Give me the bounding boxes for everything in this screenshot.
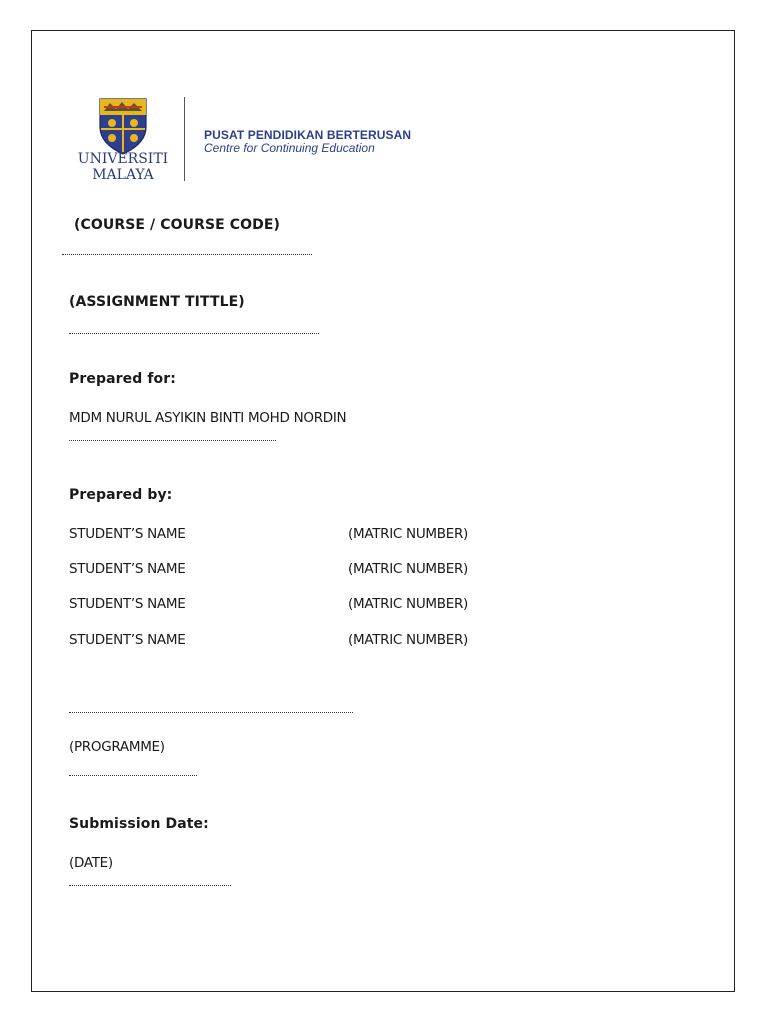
programme-underline bbox=[69, 775, 197, 776]
submission-heading: Submission Date: bbox=[69, 816, 209, 832]
lecturer-underline bbox=[69, 440, 276, 441]
date-underline bbox=[69, 885, 231, 886]
university-name-line1: UNIVERSITI bbox=[77, 151, 169, 167]
university-name-line2: MALAYA bbox=[92, 167, 154, 183]
student-name: STUDENT’S NAME bbox=[69, 526, 186, 542]
prepared-for-heading: Prepared for: bbox=[69, 371, 176, 387]
course-label: (COURSE / COURSE CODE) bbox=[74, 217, 281, 233]
university-crest-icon bbox=[98, 97, 148, 155]
university-name bbox=[68, 151, 178, 183]
centre-name: PUSAT PENDIDIKAN BERTERUSAN bbox=[204, 128, 412, 142]
student-matric: (MATRIC NUMBER) bbox=[348, 596, 468, 612]
assignment-underline bbox=[69, 333, 319, 334]
course-underline bbox=[62, 254, 312, 255]
date-label: (DATE) bbox=[69, 855, 113, 871]
prepared-by-heading: Prepared by: bbox=[69, 487, 173, 503]
logo-divider bbox=[184, 97, 185, 181]
centre-subtitle: Centre for Continuing Education bbox=[204, 141, 375, 155]
programme-label: (PROGRAMME) bbox=[69, 739, 165, 755]
student-matric: (MATRIC NUMBER) bbox=[348, 526, 468, 542]
student-matric: (MATRIC NUMBER) bbox=[348, 632, 468, 648]
student-name: STUDENT’S NAME bbox=[69, 632, 186, 648]
lecturer-name: MDM NURUL ASYIKIN BINTI MOHD NORDIN bbox=[69, 410, 347, 426]
student-matric: (MATRIC NUMBER) bbox=[348, 561, 468, 577]
assignment-label: (ASSIGNMENT TITTLE) bbox=[69, 294, 245, 310]
student-name: STUDENT’S NAME bbox=[69, 596, 186, 612]
cover-page bbox=[31, 30, 735, 992]
student-name: STUDENT’S NAME bbox=[69, 561, 186, 577]
programme-top-underline bbox=[69, 712, 353, 713]
